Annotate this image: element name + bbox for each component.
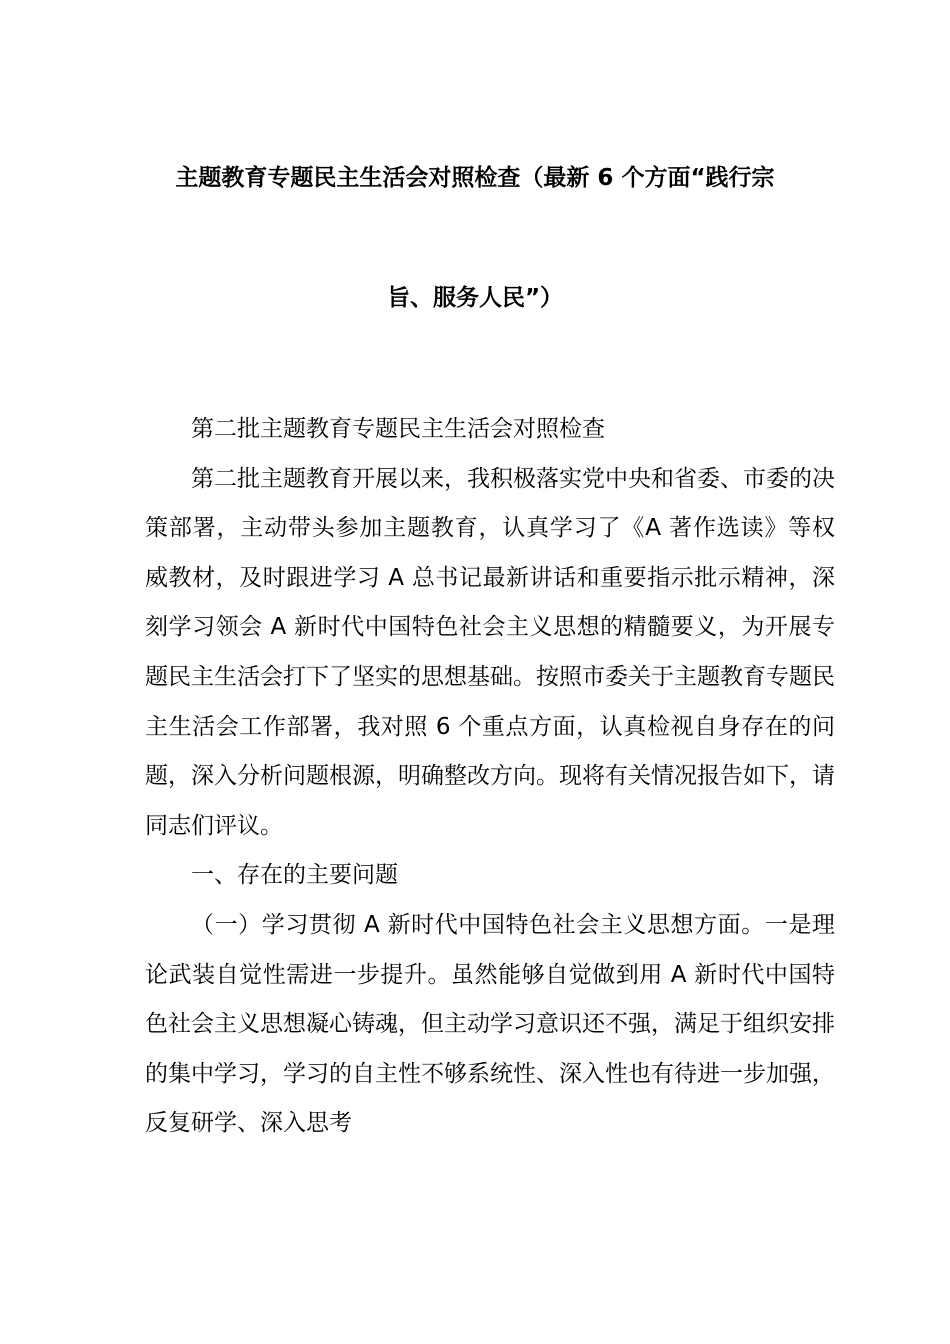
chapter-heading: 一、存在的主要问题 — [191, 862, 398, 889]
document-title-line-2: 旨、服务人民”） — [386, 285, 564, 311]
problem-paragraph: （一）学习贯彻 A 新时代中国特色社会主义思想方面。一是理论武装自觉性需进一步提升。虽然能够自觉做到用 A 新时代中国特色社会主义思想凝心铸魂，但主动学习意识还不强，满足于组织安排的集中学习，学习的自主性不够系统性、深入性也有待进一步加强，反复研学、深入思考 — [145, 911, 835, 1137]
document-body — [145, 405, 835, 1149]
section-heading: 第二批主题教育专题民主生活会对照检查 — [191, 416, 605, 442]
intro-paragraph: 第二批主题教育开展以来，我积极落实党中央和省委、市委的决策部署，主动带头参加主题教育，认真学习了《A 著作选读》等权威教材，及时跟进学习 A 总书记最新讲话和重要指示批示精神，深刻学习领会 A 新时代中国特色社会主义思想的精髓要义，为开展专题民主生活会打下了坚实的思想基础。按照市委关于主题教育专题民主生活会工作部署，我对照 6 个重点方面，认真检视自身存在的问题，深入分析问题根源，明确整改方向。现将有关情况报告如下，请同志们评议。 — [145, 465, 835, 839]
document-title-line-1: 主题教育专题民主生活会对照检查（最新 6 个方面“践行宗 — [175, 165, 775, 191]
